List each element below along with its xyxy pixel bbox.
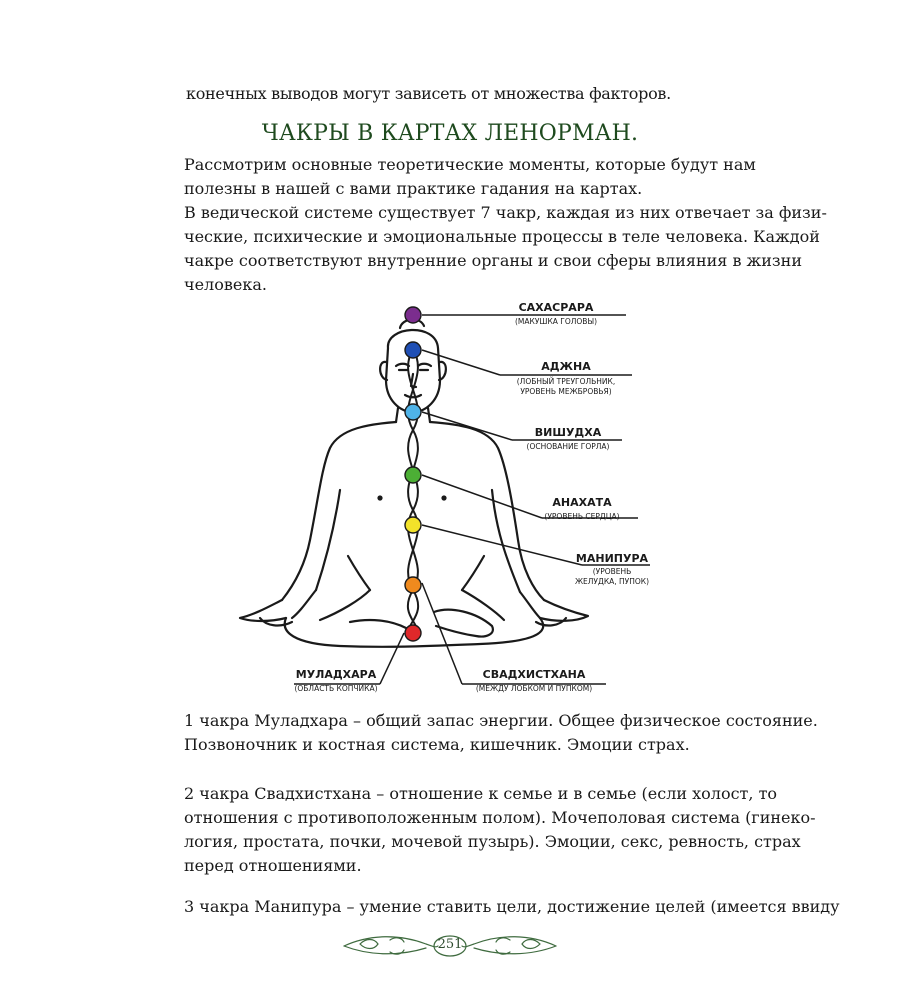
intro-line: человека. <box>184 275 267 294</box>
chakra-label-vishuddha: ВИШУДХА <box>534 426 602 439</box>
chakra-sub-vishuddha: (ОСНОВАНИЕ ГОРЛА) <box>526 442 610 451</box>
chakra-dot-manipura <box>405 517 421 533</box>
paragraph-line: отношения с противоположенным полом). Мочеполовая система (гинеко- <box>184 808 816 827</box>
chakra-dot-sahasrara <box>405 307 421 323</box>
chakra-label-svadhisthana: СВАДХИСТХАНА <box>482 668 586 681</box>
page-number: 251 <box>437 937 463 952</box>
chakra-dot-svadhisthana <box>405 577 421 593</box>
chakra-dot-muladhara <box>405 625 421 641</box>
chakra-sub-manipura-1: (УРОВЕНЬ <box>592 567 632 576</box>
chakra-label-muladhara: МУЛАДХАРА <box>295 668 377 681</box>
chakra-diagram <box>230 300 650 700</box>
section-heading: ЧАКРЫ В КАРТАХ ЛЕНОРМАН. <box>261 121 639 146</box>
paragraph-line: логия, простата, почки, мочевой пузырь). Эмоции, секс, ревность, страх <box>184 832 801 851</box>
paragraph-line: 1 чакра Муладхара – общий запас энергии. Общее физическое состояние. <box>184 711 818 730</box>
intro-line: Рассмотрим основные теоретические моменты, которые будут нам <box>184 155 756 174</box>
intro-line: ческие, психические и эмоциональные процессы в теле человека. Каждой <box>184 227 820 246</box>
intro-line: полезны в нашей с вами практике гадания на картах. <box>184 179 643 198</box>
paragraph-chakra-2 <box>184 782 816 878</box>
chakra-dot-anahata <box>405 467 421 483</box>
intro-paragraph <box>184 153 827 297</box>
intro-line: В ведической системе существует 7 чакр, каждая из них отвечает за физи- <box>184 203 827 222</box>
paragraph-line: 2 чакра Свадхистхана – отношение к семье и в семье (если холост, то <box>184 784 778 803</box>
chakra-sub-manipura-2: ЖЕЛУДКА, ПУПОК) <box>574 577 650 586</box>
chakra-dot-vishuddha <box>405 404 421 420</box>
chakra-sub-anahata: (УРОВЕНЬ СЕРДЦА) <box>544 512 620 521</box>
chakra-sub-svadhisthana: (МЕЖДУ ЛОБКОМ И ПУПКОМ) <box>475 684 593 693</box>
chakra-label-sahasrara: САХАСРАРА <box>518 301 594 314</box>
chakra-dot-ajna <box>405 342 421 358</box>
intro-line: чакре соответствуют внутренние органы и свои сферы влияния в жизни <box>184 251 802 270</box>
chakra-sub-ajna-2: УРОВЕНЬ МЕЖБРОВЬЯ) <box>520 387 612 396</box>
paragraph-chakra-3 <box>184 895 840 919</box>
paragraph-line: 3 чакра Манипура – умение ставить цели, достижение целей (имеется ввиду <box>184 897 840 916</box>
chakra-label-anahata: АНАХАТА <box>552 496 612 509</box>
chakra-sub-ajna-1: (ЛОБНЫЙ ТРЕУГОЛЬНИК, <box>516 377 616 386</box>
chakra-sub-sahasrara: (МАКУШКА ГОЛОВЫ) <box>515 317 597 326</box>
paragraph-line: перед отношениями. <box>184 856 362 875</box>
previous-paragraph-end: конечных выводов могут зависеть от множества факторов. <box>186 84 671 103</box>
paragraph-line: Позвоночник и костная система, кишечник. Эмоции страх. <box>184 735 690 754</box>
chakra-label-ajna: АДЖНА <box>541 360 591 373</box>
chakra-label-manipura: МАНИПУРА <box>575 552 649 565</box>
paragraph-chakra-1 <box>184 709 818 757</box>
chakra-sub-muladhara: (ОБЛАСТЬ КОПЧИКА) <box>294 684 378 693</box>
